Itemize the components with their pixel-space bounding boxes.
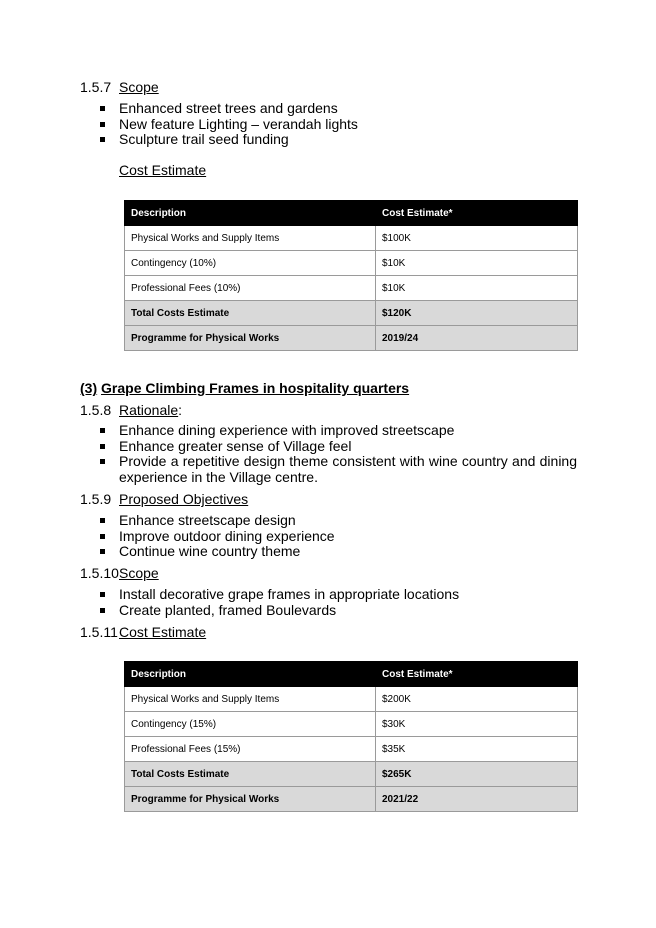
cost-estimate-subheading: Cost Estimate xyxy=(119,162,207,178)
section-heading-text: Grape Climbing Frames in hospitality quarters xyxy=(101,380,410,396)
table-row xyxy=(125,276,578,301)
cell-description: Contingency (10%) xyxy=(125,251,376,276)
cost-table-1 xyxy=(124,200,578,351)
list-item: Enhance streetscape design xyxy=(98,513,577,529)
bullet-square-icon xyxy=(100,444,105,449)
section-3-title xyxy=(80,380,409,396)
cell-cost: $10K xyxy=(376,276,578,301)
section-title: Scope xyxy=(119,565,159,581)
bullet-list-scope-1 xyxy=(98,101,577,148)
list-item: Sculpture trail seed funding xyxy=(98,132,577,148)
section-number: 1.5.11 xyxy=(80,624,118,640)
table-row-programme xyxy=(125,787,578,812)
list-item: Install decorative grape frames in appropriate locations xyxy=(98,587,577,603)
cell-description: Contingency (15%) xyxy=(125,712,376,737)
heading-1-5-8 xyxy=(80,402,182,418)
heading-1-5-9 xyxy=(80,491,248,507)
header-description: Description xyxy=(125,201,376,226)
bullet-list-objectives xyxy=(98,513,577,560)
list-item: New feature Lighting – verandah lights xyxy=(98,117,577,133)
list-item: Enhanced street trees and gardens xyxy=(98,101,577,117)
cell-cost: $265K xyxy=(376,762,578,787)
list-item: Enhance dining experience with improved streetscape xyxy=(98,423,577,439)
section-title: Cost Estimate xyxy=(119,624,207,640)
table-row xyxy=(125,687,578,712)
cell-description: Professional Fees (15%) xyxy=(125,737,376,762)
cell-description: Programme for Physical Works xyxy=(125,787,376,812)
section-number: 1.5.9 xyxy=(80,491,112,507)
cell-description: Programme for Physical Works xyxy=(125,326,376,351)
section-title: Rationale xyxy=(119,402,179,418)
bullet-square-icon xyxy=(100,518,105,523)
bullet-list-scope-2 xyxy=(98,587,577,618)
bullet-square-icon xyxy=(100,534,105,539)
list-item: Provide a repetitive design theme consistent with wine country and dining experience in the Village centre. xyxy=(98,454,577,485)
cell-description: Total Costs Estimate xyxy=(125,762,376,787)
cell-description: Total Costs Estimate xyxy=(125,301,376,326)
heading-1-5-7 xyxy=(80,79,159,95)
header-description: Description xyxy=(125,662,376,687)
section-title: Proposed Objectives xyxy=(119,491,249,507)
cost-table-2 xyxy=(124,661,578,812)
section-number: 1.5.7 xyxy=(80,79,112,95)
table-row xyxy=(125,737,578,762)
bullet-square-icon xyxy=(100,106,105,111)
list-item: Enhance greater sense of Village feel xyxy=(98,439,577,455)
section-number: (3) xyxy=(80,380,98,396)
bullet-square-icon xyxy=(100,549,105,554)
cell-cost: 2019/24 xyxy=(376,326,578,351)
heading-1-5-11 xyxy=(80,624,206,640)
section-number: 1.5.10 xyxy=(80,565,119,581)
cell-description: Physical Works and Supply Items xyxy=(125,687,376,712)
cell-description: Physical Works and Supply Items xyxy=(125,226,376,251)
table-row xyxy=(125,226,578,251)
list-item: Create planted, framed Boulevards xyxy=(98,603,577,619)
cell-cost: $35K xyxy=(376,737,578,762)
list-item: Continue wine country theme xyxy=(98,544,577,560)
cell-cost: 2021/22 xyxy=(376,787,578,812)
cell-cost: $120K xyxy=(376,301,578,326)
title-suffix: : xyxy=(178,402,183,418)
table-header-row xyxy=(125,662,578,687)
table-row xyxy=(125,712,578,737)
cell-description: Professional Fees (10%) xyxy=(125,276,376,301)
cell-cost: $30K xyxy=(376,712,578,737)
cell-cost: $100K xyxy=(376,226,578,251)
table-row-total xyxy=(125,762,578,787)
bullet-square-icon xyxy=(100,459,105,464)
table-header-row xyxy=(125,201,578,226)
header-cost-estimate: Cost Estimate* xyxy=(376,662,578,687)
heading-1-5-10 xyxy=(80,565,159,581)
section-number: 1.5.8 xyxy=(80,402,112,418)
bullet-list-rationale xyxy=(98,423,577,485)
table-row xyxy=(125,251,578,276)
bullet-square-icon xyxy=(100,592,105,597)
list-item: Improve outdoor dining experience xyxy=(98,529,577,545)
section-title: Scope xyxy=(119,79,159,95)
header-cost-estimate: Cost Estimate* xyxy=(376,201,578,226)
cell-cost: $200K xyxy=(376,687,578,712)
bullet-square-icon xyxy=(100,122,105,127)
cell-cost: $10K xyxy=(376,251,578,276)
table-row-total xyxy=(125,301,578,326)
bullet-square-icon xyxy=(100,608,105,613)
table-row-programme xyxy=(125,326,578,351)
bullet-square-icon xyxy=(100,137,105,142)
bullet-square-icon xyxy=(100,428,105,433)
